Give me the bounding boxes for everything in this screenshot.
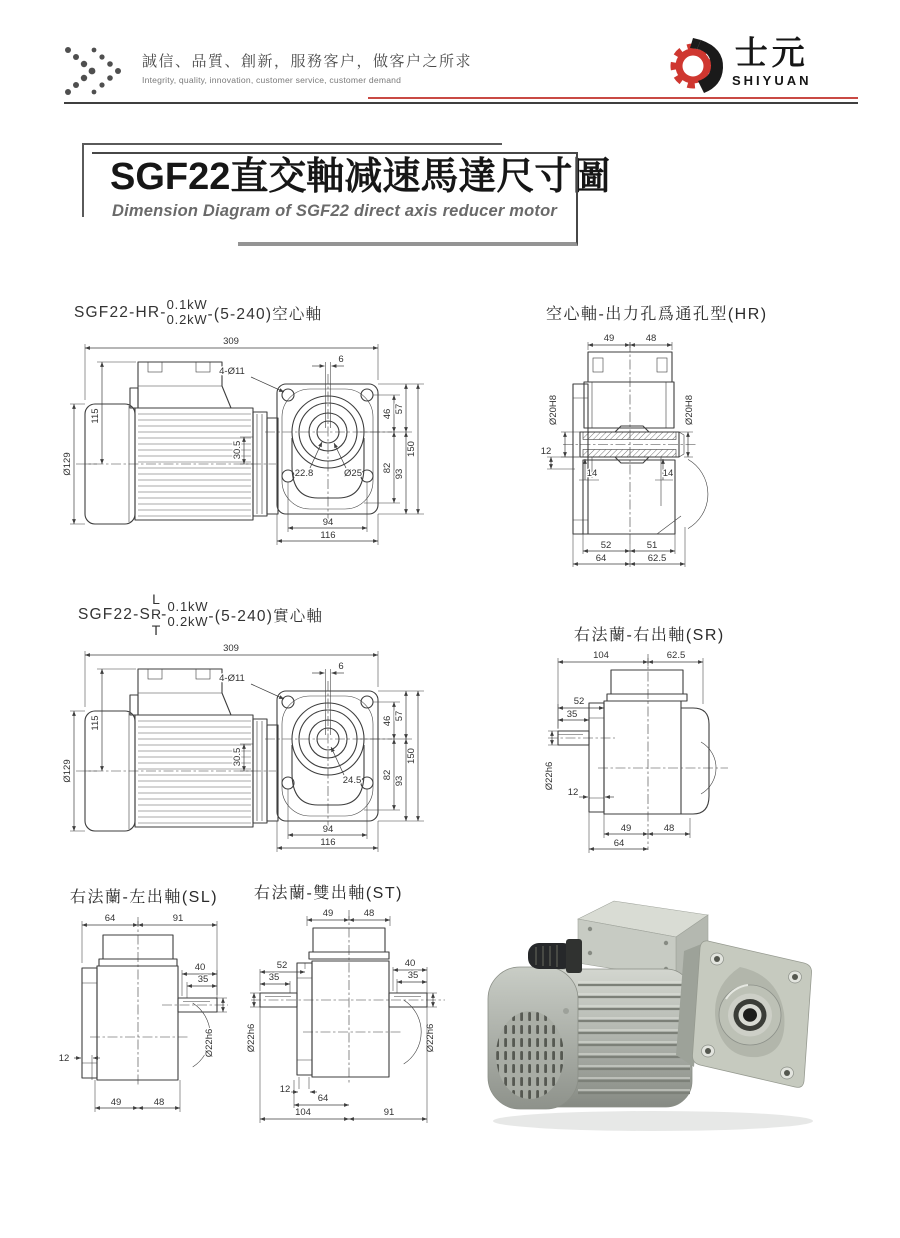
dim-309: 309 <box>223 643 239 654</box>
dim-49: 49 <box>110 1097 122 1108</box>
brand-name-chinese: 士元 <box>734 34 809 71</box>
dim-116: 116 <box>320 530 336 541</box>
dim-d129: Ø129 <box>62 759 73 783</box>
title-frame-mask <box>88 242 238 252</box>
dim-bore-24-5: 24.5 <box>342 775 362 786</box>
dim-51: 51 <box>646 540 658 551</box>
model-s-var-bot: T <box>151 621 161 638</box>
drawing-hr-main <box>60 326 510 571</box>
dim-14b: 14 <box>662 468 674 479</box>
dim-46: 46 <box>382 408 393 420</box>
dim-key6: 6 <box>338 354 344 365</box>
header-red-rule <box>368 97 858 99</box>
vent-grille <box>496 1011 564 1099</box>
dim-d129: Ø129 <box>62 452 73 476</box>
page-subtitle: Dimension Diagram of SGF22 direct axis reducer motor <box>112 201 558 220</box>
drawing-st <box>245 870 485 1140</box>
dim-l52: 52 <box>276 960 288 971</box>
model-hr-kw-top: 0.1kW <box>166 297 208 312</box>
dots-chevron-logo <box>62 44 136 100</box>
dim-12: 12 <box>567 787 579 798</box>
dim-93: 93 <box>394 775 405 787</box>
dim-49: 49 <box>603 333 615 344</box>
model-s-kw-bot: 0.2kW <box>167 614 209 630</box>
dim-holes: 4-Ø11 <box>219 366 245 377</box>
dim-bore-right: Ø20H8 <box>684 394 695 426</box>
st-body <box>251 910 445 1085</box>
model-s-dash: - <box>161 606 168 624</box>
dim-r40: 40 <box>404 958 416 969</box>
title-block <box>92 152 611 246</box>
section-title-sl: 右法蘭-左出軸(SL) <box>70 889 219 906</box>
section-title-sr: 右法蘭-右出軸(SR) <box>574 627 725 644</box>
dim-82: 82 <box>382 462 393 474</box>
dim-shaft-left: Ø22h6 <box>246 1023 257 1053</box>
dim-94: 94 <box>322 824 334 835</box>
dim-91: 91 <box>383 1107 395 1118</box>
dim-104: 104 <box>295 1107 311 1118</box>
dim-94: 94 <box>322 517 334 528</box>
dim-shaft-right: Ø22h6 <box>425 1023 436 1053</box>
dim-91: 91 <box>172 913 184 924</box>
section-title-st: 右法蘭-雙出軸(ST) <box>254 885 403 902</box>
header-dark-rule <box>64 102 858 104</box>
dim-shaft-d22h6: Ø22h6 <box>544 761 555 791</box>
sl-body <box>82 917 228 1087</box>
sr-body <box>548 654 728 850</box>
hr-detail-body <box>563 342 708 544</box>
hr-flange-view <box>265 374 392 524</box>
dim-309: 309 <box>223 336 239 347</box>
gearbox-flange <box>676 941 812 1088</box>
brand-gear-icon <box>668 36 728 96</box>
cable-gland <box>528 939 582 973</box>
st-dimensions <box>246 908 437 1123</box>
brand-name-english: SHIYUAN <box>732 72 812 88</box>
dim-48: 48 <box>663 823 675 834</box>
s-motor-side-view <box>76 669 278 831</box>
product-photo <box>478 893 828 1143</box>
s-flange-view <box>265 681 392 831</box>
dim-115: 115 <box>90 715 101 731</box>
dim-48: 48 <box>645 333 657 344</box>
slogan-chinese: 誠信、品質、創新，服務客户，做客户之所求 <box>142 53 473 70</box>
dim-64: 64 <box>317 1093 329 1104</box>
model-hr-kw-stack <box>167 298 208 328</box>
dim-shaft-d22h6: Ø22h6 <box>204 1028 215 1058</box>
page-title: SGF22直交軸减速馬達尺寸圖 <box>110 156 611 198</box>
drawing-sl <box>50 875 270 1140</box>
model-hr-suffix: -(5-240)空心軸 <box>207 305 323 323</box>
dim-12: 12 <box>540 446 552 457</box>
dim-bore-22-8: 22.8 <box>294 468 314 479</box>
slogan-english: Integrity, quality, innovation, customer service, customer demand <box>142 75 402 85</box>
model-s-var-mid: R <box>151 606 162 623</box>
dim-82: 82 <box>382 769 393 781</box>
dim-49: 49 <box>620 823 632 834</box>
dim-12: 12 <box>58 1053 70 1064</box>
dim-48: 48 <box>363 908 375 919</box>
brand-text <box>732 36 812 88</box>
model-label-s <box>78 592 323 638</box>
dim-62-5: 62.5 <box>666 650 686 661</box>
dim-93: 93 <box>394 468 405 480</box>
model-label-hr <box>74 298 322 328</box>
brand-logo <box>668 36 812 96</box>
drawing-hr-detail <box>535 322 815 564</box>
model-s-kw-top: 0.1kW <box>167 599 209 615</box>
dim-52: 52 <box>573 696 585 707</box>
model-s-variant-stack <box>151 592 161 638</box>
hr-motor-side-view <box>76 362 278 524</box>
dim-35: 35 <box>197 974 209 985</box>
dim-64: 64 <box>595 553 607 564</box>
dim-150: 150 <box>406 441 417 457</box>
dim-key6: 6 <box>338 661 344 672</box>
dim-57: 57 <box>394 710 405 722</box>
output-bore <box>719 985 781 1045</box>
dim-35: 35 <box>566 709 578 720</box>
model-s-prefix: SGF22-S <box>78 606 152 624</box>
dim-holes: 4-Ø11 <box>219 673 245 684</box>
dim-30-5: 30.5 <box>232 747 243 767</box>
dim-64: 64 <box>613 838 625 849</box>
model-hr-kw-bot: 0.2kW <box>166 311 208 327</box>
dim-49: 49 <box>322 908 334 919</box>
dim-64: 64 <box>104 913 116 924</box>
dim-30-5: 30.5 <box>232 440 243 460</box>
drawing-sr <box>543 638 833 863</box>
sr-dimensions <box>544 650 703 853</box>
dim-116: 116 <box>320 837 336 848</box>
dim-52: 52 <box>600 540 612 551</box>
dim-48: 48 <box>153 1097 165 1108</box>
motor-front-cover <box>488 967 578 1109</box>
dim-46: 46 <box>382 715 393 727</box>
dim-shaft-d25: Ø25 <box>344 468 362 479</box>
product-shadow <box>493 1111 813 1131</box>
model-hr-prefix: SGF22-HR- <box>74 303 167 321</box>
dim-62-5: 62.5 <box>647 553 667 564</box>
dim-r35: 35 <box>407 970 419 981</box>
dim-l35: 35 <box>268 972 280 983</box>
model-s-kw-stack <box>168 600 209 630</box>
model-s-suffix: -(5-240)實心軸 <box>208 608 324 626</box>
dim-115: 115 <box>90 408 101 424</box>
dim-57: 57 <box>394 403 405 415</box>
header-slogan <box>142 50 472 85</box>
dim-14a: 14 <box>586 468 598 479</box>
dim-104: 104 <box>593 650 609 661</box>
section-title-hr-detail: 空心軸-出力孔爲通孔型(HR) <box>546 306 768 323</box>
dim-12: 12 <box>279 1084 291 1095</box>
dim-bore-left: Ø20H8 <box>548 394 559 426</box>
dim-150: 150 <box>406 748 417 764</box>
drawing-s-main <box>60 633 510 878</box>
dim-40: 40 <box>194 962 206 973</box>
model-s-var-top: L <box>152 591 160 607</box>
